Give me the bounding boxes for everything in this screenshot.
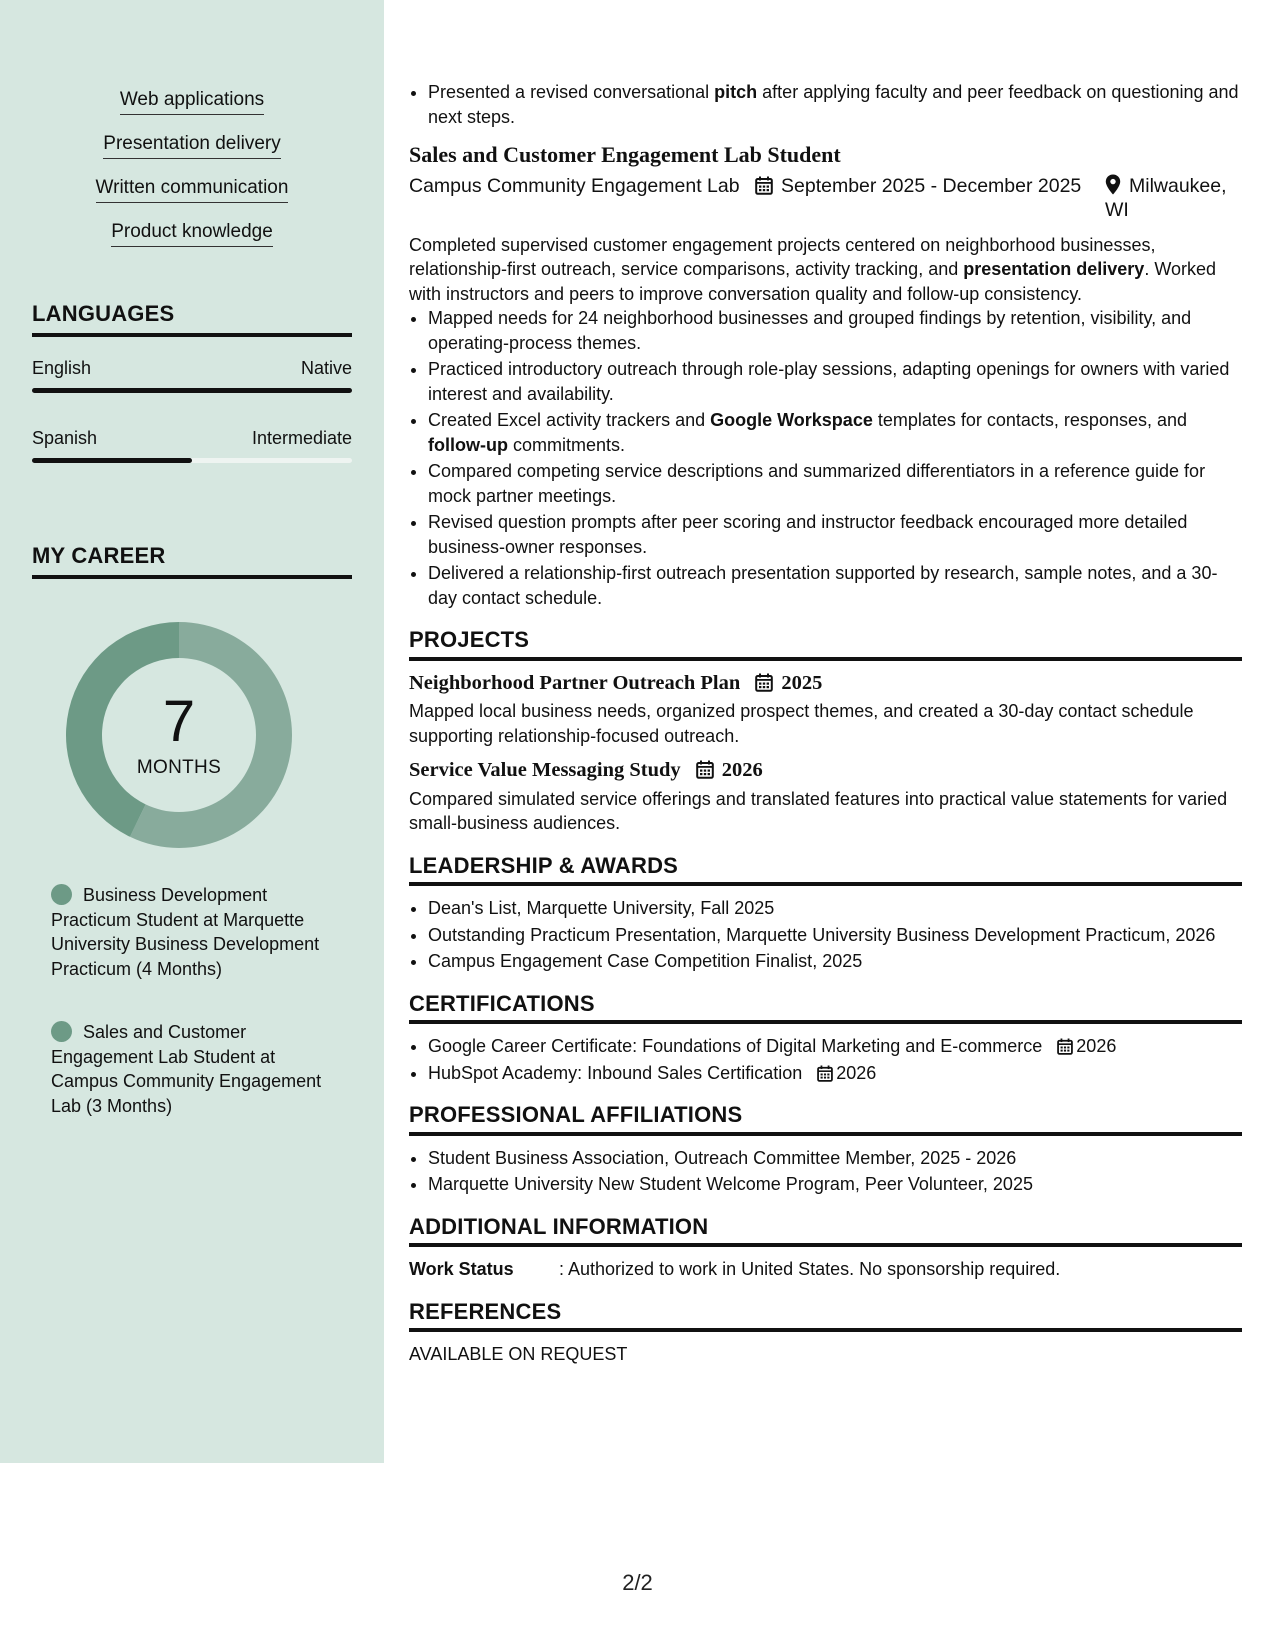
skill-item: Presentation delivery — [103, 132, 280, 159]
language-bar — [32, 388, 352, 393]
skills-list — [0, 88, 384, 264]
job-summary: Completed supervised customer engagement projects centered on neighborhood businesses, relationship-first outreach, service comparisons, activity tracking, and presentation delivery. Worked with instructors and peers to improve conversation quality and follow-up consistency. — [409, 234, 1217, 304]
location-pin-icon — [1105, 174, 1121, 195]
career-heading: MY CAREER — [32, 543, 352, 579]
list-item: • Presented a revised conversational pitch after applying faculty and peer feedback on questioning and next steps. — [428, 80, 1242, 129]
list-item: • Outstanding Practicum Presentation, Marquette University Business Development Practicum, 2026 — [428, 923, 1242, 948]
skill-item: Written communication — [96, 176, 289, 203]
skill-item: Web applications — [120, 88, 264, 115]
projects-heading: PROJECTS — [409, 628, 1242, 661]
language-bar — [32, 458, 352, 463]
main-content — [409, 80, 1242, 1367]
skill-item: Product knowledge — [111, 220, 273, 247]
work-status-label: Work Status — [409, 1259, 514, 1279]
language-name: English — [32, 358, 92, 378]
languages-heading: LANGUAGES — [32, 301, 352, 337]
project-title: Service Value Messaging Study 2026 — [409, 759, 763, 781]
language-level: Intermediate — [251, 428, 352, 448]
list-item: • Delivered a relationship-first outreach presentation supported by research, sample notes, and a 30-day contact schedule. — [428, 561, 1242, 610]
page-number: 2/2 — [622, 1570, 653, 1595]
calendar-icon — [817, 1065, 833, 1082]
affiliations-list — [409, 1146, 1242, 1197]
career-total-months: 7 — [162, 689, 196, 754]
additional-info-heading: ADDITIONAL INFORMATION — [409, 1215, 1242, 1248]
list-item: • Mapped needs for 24 neighborhood businesses and grouped findings by retention, visibility, and operating-process themes. — [428, 306, 1242, 355]
references-text: AVAILABLE ON REQUEST — [409, 1344, 628, 1364]
language-name: Spanish — [32, 428, 98, 448]
project-year: 2025 — [781, 671, 823, 694]
project-title: Neighborhood Partner Outreach Plan 2025 — [409, 671, 823, 694]
career-legend-item — [51, 883, 331, 981]
legend-dot-icon — [51, 884, 72, 905]
job-bullets — [409, 306, 1242, 610]
career-legend-text: Business Development Practicum Student at Marquette University Business Development Practicum (4 Months) — [51, 885, 320, 979]
sidebar — [0, 0, 384, 1463]
language-row — [32, 428, 352, 449]
references-heading: REFERENCES — [409, 1300, 1242, 1333]
list-item: • Revised question prompts after peer scoring and instructor feedback encouraged more detailed business-owner responses. — [428, 510, 1242, 559]
job-meta — [409, 174, 1242, 223]
language-row — [32, 358, 352, 379]
project-description: Mapped local business needs, organized prospect themes, and created a 30-day contact schedule supporting relationship-focused outreach. — [409, 701, 1194, 746]
job-dates: September 2025 - December 2025 — [755, 174, 1105, 223]
list-item: • Campus Engagement Case Competition Finalist, 2025 — [428, 949, 1242, 974]
certifications-list — [409, 1034, 1242, 1085]
certifications-heading: CERTIFICATIONS — [409, 992, 1242, 1025]
list-item: • Google Career Certificate: Foundations of Digital Marketing and E-commerce 2026 — [428, 1034, 1242, 1059]
work-status-row — [409, 1257, 1242, 1282]
calendar-icon — [1057, 1038, 1073, 1055]
language-bar-fill — [32, 458, 192, 463]
project-description: Compared simulated service offerings and translated features into practical value statements for varied small-business audiences. — [409, 788, 1228, 833]
calendar-icon — [696, 760, 714, 779]
career-legend-text: Sales and Customer Engagement Lab Student at Campus Community Engagement Lab (3 Months) — [51, 1022, 322, 1116]
job-location: Milwaukee, WI — [1105, 174, 1227, 221]
career-legend-item — [51, 1020, 331, 1118]
list-item: • Created Excel activity trackers and Google Workspace templates for contacts, responses, and follow-up commitments. — [428, 408, 1242, 457]
awards-list — [409, 896, 1242, 974]
list-item: • HubSpot Academy: Inbound Sales Certification 2026 — [428, 1061, 1242, 1086]
language-level: Native — [300, 358, 352, 378]
project-year: 2026 — [721, 759, 763, 781]
job-organization: Campus Community Engagement Lab — [409, 174, 740, 197]
list-item: • Student Business Association, Outreach Committee Member, 2025 - 2026 — [428, 1146, 1242, 1171]
previous-job-bullets — [409, 80, 1242, 129]
calendar-icon — [755, 176, 773, 195]
calendar-icon — [755, 673, 773, 692]
list-item: • Practiced introductory outreach through role-play sessions, adapting openings for owners with varied interest and availability. — [428, 357, 1242, 406]
work-status-value: : Authorized to work in United States. No sponsorship required. — [559, 1259, 1061, 1279]
list-item: • Marquette University New Student Welcome Program, Peer Volunteer, 2025 — [428, 1172, 1242, 1197]
job-title: Sales and Customer Engagement Lab Student — [409, 142, 841, 167]
affiliations-heading: PROFESSIONAL AFFILIATIONS — [409, 1103, 1242, 1136]
legend-dot-icon — [51, 1021, 72, 1042]
list-item: • Dean's List, Marquette University, Fall 2025 — [428, 896, 1242, 921]
language-bar-fill — [32, 388, 352, 393]
list-item: • Compared competing service descriptions and summarized differentiators in a reference guide for mock partner meetings. — [428, 459, 1242, 508]
awards-heading: LEADERSHIP & AWARDS — [409, 854, 1242, 887]
career-months-label: MONTHS — [136, 757, 222, 778]
